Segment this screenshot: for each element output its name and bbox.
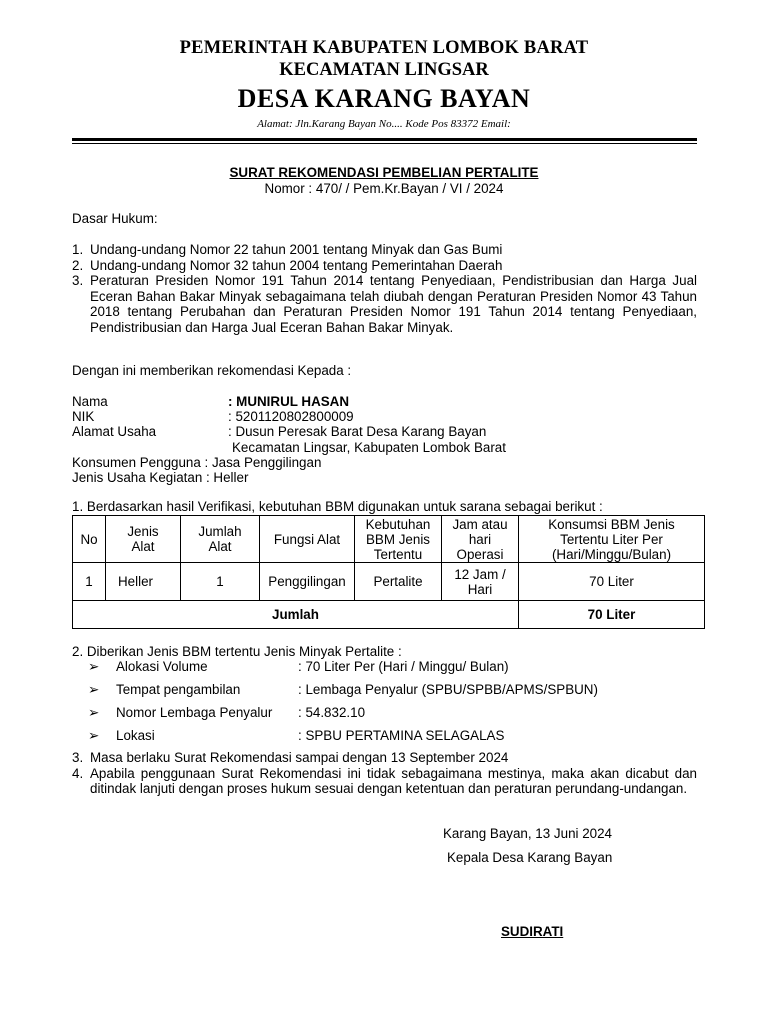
equipment-table (72, 515, 705, 629)
distributor-number-label: Nomor Lembaga Penyalur (116, 705, 273, 720)
list-item (88, 705, 365, 721)
list-item (72, 258, 697, 274)
list-item (88, 728, 504, 744)
cell-fungsi: Penggilingan (260, 563, 355, 601)
letterhead-line-1: PEMERINTAH KABUPATEN LOMBOK BARAT (179, 38, 589, 58)
legal-basis-heading: Dasar Hukum: (72, 211, 158, 226)
points-3-4 (72, 750, 697, 797)
header-jenis-alat (106, 516, 181, 563)
point-2-heading: 2. Diberikan Jenis BBM tertentu Jenis Minyak Pertalite : (72, 644, 402, 659)
header-no: No (73, 516, 106, 563)
signatory-title: Kepala Desa Karang Bayan (447, 850, 613, 865)
list-item (72, 766, 697, 797)
header-text: Alat (208, 539, 232, 554)
list-number: 3. (72, 273, 84, 288)
list-number: 4. (72, 765, 84, 781)
letterhead-address: Alamat: Jln.Karang Bayan No.... Kode Pos 83372 Email: (257, 118, 511, 130)
cell-kebutuhan: Pertalite (355, 563, 442, 601)
list-text: Undang-undang Nomor 32 tahun 2004 tentang Pemerintahan Daerah (90, 257, 503, 273)
list-item (72, 242, 697, 258)
recipient-address-value-1: : Dusun Peresak Barat Desa Karang Bayan (228, 424, 487, 439)
cell-text: 12 Jam / (454, 566, 506, 582)
list-text: Undang-undang Nomor 22 tahun 2001 tentang Minyak dan Gas Bumi (90, 242, 503, 257)
header-text: Jam atau (452, 516, 508, 532)
list-text: Peraturan Presiden Nomor 191 Tahun 2014 tentang Penyediaan, Pendistribusian dan Harga Jual Eceran Bahan Bakar Minyak sebagaimana telah diubah dengan Peraturan Presiden Nomor 43 Tahun 2018 tentang Perubahan dan Peraturan Presiden Nomor 191 Tahun 2014 tentang Penyediaan, Pendistribusian dan Harga Jual Eceran Bahan Bakar Minyak. (90, 273, 697, 335)
cell-no: 1 (73, 563, 106, 601)
header-text: Alat (131, 539, 155, 554)
table-total-row (73, 601, 705, 629)
list-number: 3. (72, 750, 84, 765)
cell-jenis: Heller (106, 563, 181, 601)
recipient-consumer: Konsumen Pengguna : Jasa Penggilingan (72, 455, 322, 470)
header-fungsi-alat: Fungsi Alat (260, 516, 355, 563)
list-item (72, 273, 697, 335)
header-text: Konsumsi BBM Jenis (548, 516, 675, 532)
recommendation-intro: Dengan ini memberikan rekomendasi Kepada : (72, 363, 352, 378)
distributor-number-value: : 54.832.10 (298, 705, 366, 720)
cell-konsumsi: 70 Liter (519, 563, 705, 601)
header-text: (Hari/Minggu/Bulan) (551, 546, 672, 562)
legal-basis-list (72, 242, 697, 335)
total-label: Jumlah (73, 601, 519, 629)
header-kebutuhan (355, 516, 442, 563)
allocation-label: Alokasi Volume (116, 659, 208, 674)
header-text: Kebutuhan (365, 516, 431, 532)
letter-title: SURAT REKOMENDASI PEMBELIAN PERTALITE (229, 165, 539, 180)
sanction-text: Apabila penggunaan Surat Rekomendasi ini tidak sebagaimana mestinya, maka akan dicabut dan ditindak lanjuti dengan proses hukum sesuai dengan ketentuan dan peraturan perundang-undangan. (90, 765, 697, 796)
header-jumlah-alat (181, 516, 260, 563)
list-item (72, 750, 697, 766)
recipient-name-row (72, 394, 349, 410)
letterhead-thick-rule (72, 138, 697, 141)
total-value: 70 Liter (519, 601, 705, 629)
header-text: Tertentu (373, 546, 423, 562)
header-text: Jenis (127, 524, 159, 539)
recipient-nik-row (72, 409, 354, 425)
list-item (88, 659, 509, 675)
letterhead-line-2: KECAMATAN LINGSAR (279, 60, 489, 80)
list-number: 2. (72, 257, 84, 273)
header-text: BBM Jenis (366, 531, 430, 547)
table-row (73, 563, 705, 601)
arrow-bullet-icon: ➢ (88, 705, 100, 720)
letter-number: Nomor : 470/ / Pem.Kr.Bayan / VI / 2024 (264, 181, 504, 196)
header-text: hari (468, 531, 492, 547)
location-label: Lokasi (116, 728, 155, 743)
list-item (88, 682, 598, 698)
arrow-bullet-icon: ➢ (88, 728, 100, 743)
list-number: 1. (72, 242, 84, 257)
cell-text: Hari (467, 581, 493, 597)
header-jam-operasi (442, 516, 519, 563)
arrow-bullet-icon: ➢ (88, 659, 100, 674)
header-konsumsi (519, 516, 705, 563)
signatory-name: SUDIRATI (501, 924, 564, 939)
cell-jumlah: 1 (181, 563, 260, 601)
cell-jam (442, 563, 519, 601)
allocation-value: : 70 Liter Per (Hari / Minggu/ Bulan) (298, 659, 509, 674)
pickup-place-value: : Lembaga Penyalur (SPBU/SPBB/APMS/SPBUN) (298, 682, 598, 697)
point-1-text: 1. Berdasarkan hasil Verifikasi, kebutuhan BBM digunakan untuk sarana sebagai berikut : (72, 499, 603, 514)
location-value: : SPBU PERTAMINA SELAGALAS (298, 728, 505, 743)
arrow-bullet-icon: ➢ (88, 682, 100, 697)
recipient-business-type: Jenis Usaha Kegiatan : Heller (72, 470, 249, 485)
recipient-address-row (72, 424, 486, 440)
table-header-row (73, 516, 705, 563)
recipient-address-value-2: Kecamatan Lingsar, Kabupaten Lombok Barat (232, 440, 506, 455)
pickup-place-label: Tempat pengambilan (116, 682, 241, 697)
header-text: Tertentu Liter Per (560, 531, 663, 547)
validity-text: Masa berlaku Surat Rekomendasi sampai dengan 13 September 2024 (90, 750, 509, 765)
header-text: Jumlah (198, 524, 242, 539)
header-text: Operasi (456, 546, 504, 562)
place-date: Karang Bayan, 13 Juni 2024 (443, 826, 612, 841)
recipient-nik-value: : 5201120802800009 (228, 409, 354, 424)
recipient-name-value: : MUNIRUL HASAN (228, 394, 350, 409)
recipient-name-label: Nama (72, 394, 108, 409)
recipient-nik-label: NIK (72, 409, 95, 424)
letterhead-thin-rule (72, 143, 697, 144)
recipient-address-label: Alamat Usaha (72, 424, 157, 439)
letterhead-village-name: DESA KARANG BAYAN (237, 84, 531, 113)
